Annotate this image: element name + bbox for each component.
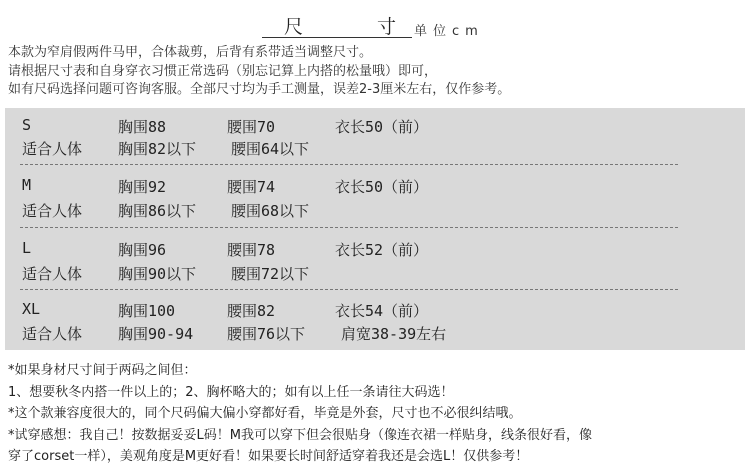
unit-label: 单位cm	[414, 24, 484, 39]
size-row	[5, 300, 745, 320]
fit-bust-value: 胸围82以下	[118, 140, 197, 158]
waist-value: 腰围70	[227, 118, 276, 136]
bust-value: 胸围100	[118, 302, 176, 320]
bust-value: 胸围88	[118, 118, 167, 136]
fit-extra-value: 肩宽38-39左右	[341, 325, 447, 343]
divider	[20, 164, 678, 165]
fit-waist-value: 腰围64以下	[231, 140, 310, 158]
fit-waist-value: 腰围76以下	[227, 325, 306, 343]
title-underline	[262, 37, 412, 38]
length-value: 衣长50（前）	[335, 178, 429, 196]
intro-line: 如有尺码选择问题可咨询客服。全部尺寸均为手工测量，误差2-3厘米左右，仅作参考。	[8, 82, 511, 97]
header	[262, 12, 502, 38]
fit-label: 适合人体	[22, 325, 83, 343]
size-label: L	[22, 239, 32, 257]
fit-waist-value: 腰围68以下	[231, 202, 310, 220]
size-label: M	[22, 176, 32, 194]
size-label: XL	[22, 300, 41, 318]
fit-row	[5, 138, 745, 158]
bust-value: 胸围96	[118, 241, 167, 259]
length-value: 衣长50（前）	[335, 118, 429, 136]
fit-label: 适合人体	[22, 202, 83, 220]
waist-value: 腰围78	[227, 241, 276, 259]
bust-value: 胸围92	[118, 178, 167, 196]
fit-row	[5, 323, 745, 343]
waist-value: 腰围74	[227, 178, 276, 196]
waist-value: 腰围82	[227, 302, 276, 320]
divider	[20, 227, 678, 228]
size-row	[5, 176, 745, 196]
fit-bust-value: 胸围90以下	[118, 265, 197, 283]
length-value: 衣长54（前）	[335, 302, 429, 320]
intro-text	[8, 44, 744, 100]
note-line: *如果身材尺寸间于两码之间但：	[8, 363, 197, 378]
size-row	[5, 116, 745, 136]
intro-line: 本款为窄肩假两件马甲，合体裁剪，后背有系带适当调整尺寸。	[8, 45, 373, 60]
size-label: S	[22, 116, 32, 134]
fit-bust-value: 胸围90-94	[118, 325, 194, 343]
fit-row	[5, 263, 745, 283]
note-line: 穿了corset一样），美观角度是M更好看！如果要长时间舒适穿着我还是会选L！仅供参考！	[8, 449, 529, 464]
fit-bust-value: 胸围86以下	[118, 202, 197, 220]
length-value: 衣长52（前）	[335, 241, 429, 259]
notes	[8, 360, 748, 468]
note-line: *这个款兼容度很大的，同个尺码偏大偏小穿都好看，毕竟是外套，尺寸也不必很纠结哦。	[8, 406, 522, 421]
note-line: *试穿感想：我自己！按数据妥妥L码！M我可以穿下但会很贴身（像连衣裙一样贴身，线条很好看，像	[8, 427, 592, 443]
note-line: 1、想要秋冬内搭一件以上的；2、胸杯略大的；如有以上任一条请往大码选！	[8, 384, 454, 400]
size-table	[5, 108, 745, 350]
divider	[20, 289, 678, 290]
page-title: 尺 寸	[284, 16, 431, 38]
fit-waist-value: 腰围72以下	[231, 265, 310, 283]
size-row	[5, 239, 745, 259]
fit-label: 适合人体	[22, 140, 83, 158]
fit-row	[5, 200, 745, 220]
intro-line: 请根据尺寸表和自身穿衣习惯正常选码（别忘记算上内搭的松量哦）即可，	[8, 63, 438, 79]
fit-label: 适合人体	[22, 265, 83, 283]
